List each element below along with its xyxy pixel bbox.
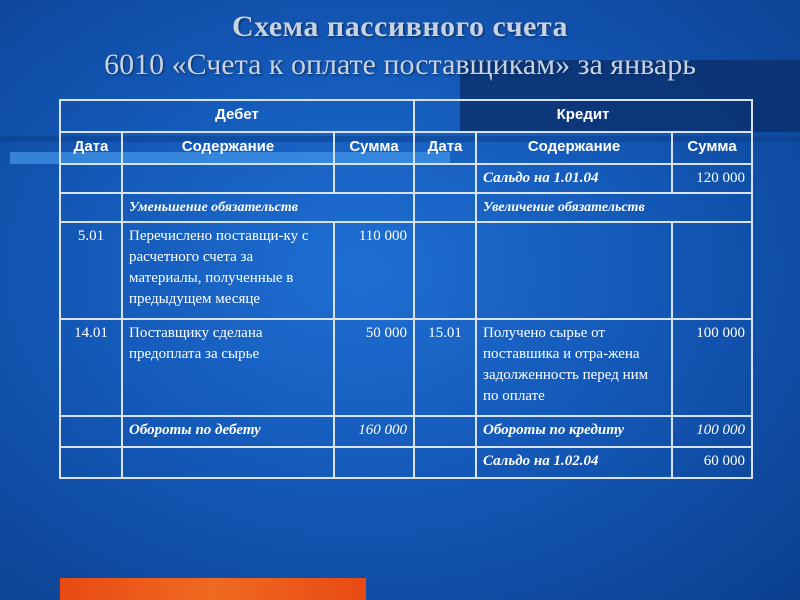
credit-sum-header: Сумма — [672, 132, 752, 164]
credit-turnover-label: Обороты по кредиту — [476, 416, 672, 447]
debit-date-header: Дата — [60, 132, 122, 164]
entry2-credit-date: 15.01 — [414, 319, 476, 416]
opening-balance-row — [60, 164, 752, 193]
opening-balance-label: Сальдо на 1.01.04 — [476, 164, 672, 193]
entry2-debit-content: Поставщику сделана предоплата за сырье — [122, 319, 334, 416]
table-header-row — [60, 100, 752, 132]
debit-sum-header: Сумма — [334, 132, 414, 164]
entry1-content: Перечислено поставщи-ку с расчетного счета за материалы, полученные в предыдущем месяце — [122, 222, 334, 319]
closing-balance-sum: 60 000 — [672, 447, 752, 478]
debit-content-header: Содержание — [122, 132, 334, 164]
credit-header: Кредит — [414, 100, 752, 132]
entry-row-1 — [60, 222, 752, 319]
closing-balance-label: Сальдо на 1.02.04 — [476, 447, 672, 478]
debit-section-label: Уменьшение обязательств — [122, 193, 414, 222]
closing-balance-row — [60, 447, 752, 478]
accent-bar — [60, 578, 366, 600]
entry2-credit-sum: 100 000 — [672, 319, 752, 416]
credit-turnover-sum: 100 000 — [672, 416, 752, 447]
column-header-row — [60, 132, 752, 164]
section-row — [60, 193, 752, 222]
debit-header: Дебет — [60, 100, 414, 132]
slide-subtitle: 6010 «Счета к оплате поставщикам» за январь — [104, 48, 696, 81]
entry2-debit-date: 14.01 — [60, 319, 122, 416]
debit-turnover-label: Обороты по дебету — [122, 416, 334, 447]
opening-balance-sum: 120 000 — [672, 164, 752, 193]
credit-date-header: Дата — [414, 132, 476, 164]
entry2-debit-sum: 50 000 — [334, 319, 414, 416]
entry1-date: 5.01 — [60, 222, 122, 319]
debit-turnover-sum: 160 000 — [334, 416, 414, 447]
account-scheme-table — [59, 99, 753, 479]
entry1-sum: 110 000 — [334, 222, 414, 319]
entry-row-2 — [60, 319, 752, 416]
credit-content-header: Содержание — [476, 132, 672, 164]
slide-title: Схема пассивного счета — [231, 10, 569, 43]
turnover-row — [60, 416, 752, 447]
credit-section-label: Увеличение обязательств — [476, 193, 752, 222]
entry2-credit-content: Получено сырье от поставшика и отра-жена задолженность перед ним по оплате — [476, 319, 672, 416]
